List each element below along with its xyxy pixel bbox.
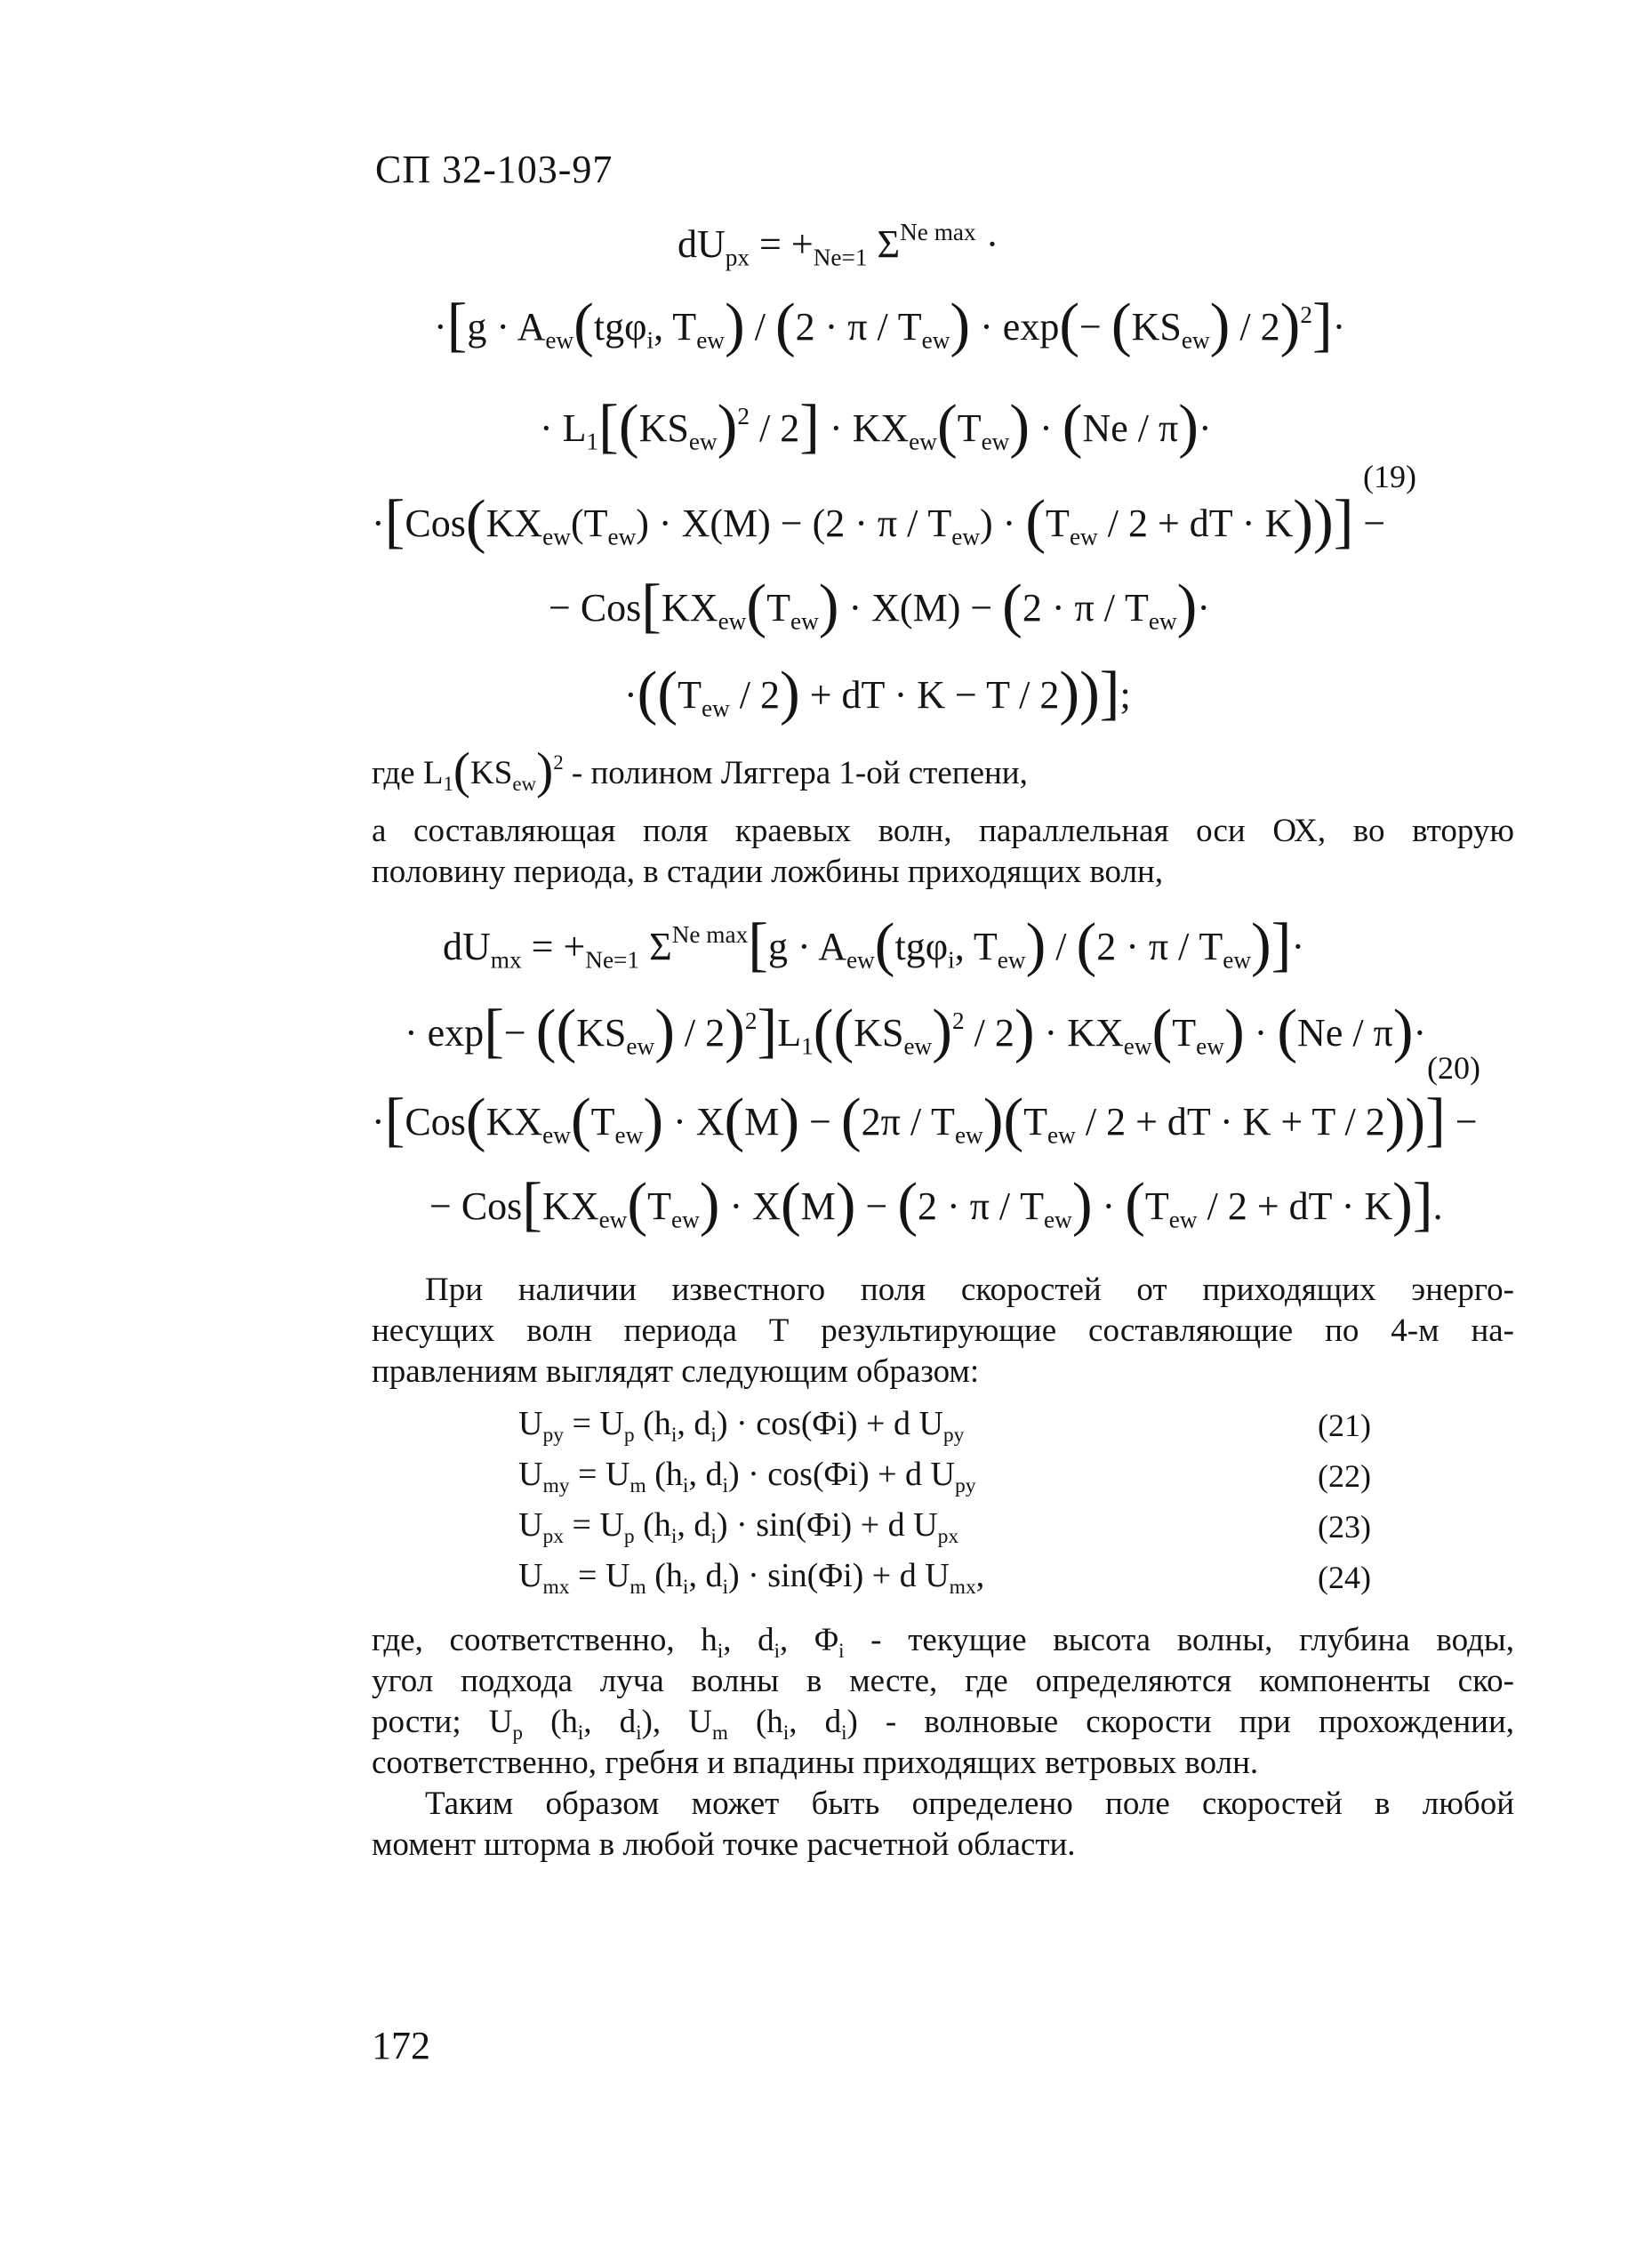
formula-19-line: $\cdot[g \cdot A_{ew}(tg\varphi_i$, $T_{ew}) / (2 \cdot \pi / T_{ew}) \cdot \exp(- (KS_{ew}) / 2)^2]\cdot$: [434, 290, 1346, 358]
formula-20-line: − $Cos[KX_{ew}(T_{ew}) \cdot X(M) - (2 \cdot \pi / T_{ew}) \cdot (T_{ew} / 2$ + dT · K)].: [429, 1169, 1443, 1238]
formula-number: (21): [1318, 1408, 1371, 1443]
velocity-formula: $U_{py} = U_p$ ($h_i$, $d_i) \cdot \cos(\Phi i) + d$ $U_{py}$: [518, 1405, 965, 1448]
paragraph-velocity-field: [372, 1270, 1514, 1392]
laguerre-definition: где $L_1(KS_{ew})^2$ - полином Ляггера 1-ой степени,: [372, 742, 1028, 799]
paragraph-definitions: [372, 1620, 1514, 1784]
text-line: Таким образом может быть определено поле скоростей в любой: [425, 1786, 1514, 1822]
paragraph-conclusion: [372, 1784, 1514, 1866]
formula-number: (22): [1318, 1458, 1371, 1494]
formula-number: (23): [1318, 1509, 1371, 1545]
formula-19-line: $dU_{px} = +_{Ne=1}$ $\Sigma^{Ne max}$ ·: [678, 218, 999, 271]
text-line: а составляющая поля краевых волн, параллельная оси ОХ, во вторую: [372, 813, 1514, 849]
text-line: соответственно, гребня и впадины приходящих ветровых волн.: [372, 1745, 1259, 1781]
formula-19-number: (19): [1363, 459, 1416, 494]
formula-20-line: $dU_{mx} = +_{Ne=1}$ $\Sigma^{Ne max}[g \cdot A_{ew}(tg\varphi_i$, $T_{ew}) / (2 \cdot \pi / T_{ew})]\cdot$: [443, 910, 1305, 978]
text-line: момент шторма в любой точке расчетной области.: [372, 1826, 1076, 1863]
formula-19-line: − $Cos[KX_{ew}(T_{ew}) \cdot X(M) - (2 \cdot \pi / T_{ew})\cdot$: [549, 571, 1211, 639]
page-number: 172: [372, 2024, 430, 2067]
formula-19-line: $\cdot((T_{ew} / 2)$ + dT · K − T / 2))];: [624, 658, 1131, 726]
velocity-formula: $U_{mx} = U_m$ ($h_i$, $d_i) \cdot \sin(\Phi i) + d$ $U_{mx}$,: [518, 1557, 985, 1600]
text-line: рости; $U_p$ ($h_i$, $d_i$), $U_m$ ($h_i$, $d_i$) - волновые скорости при прохождении,: [372, 1704, 1515, 1745]
formula-19-line: $\cdot[Cos(KX_{ew}(T_{ew}) \cdot X(M) - (2 \cdot \pi / T_{ew}) \cdot (T_{ew} / 2$ + dT · K))] −: [372, 486, 1386, 555]
formula-20-line: $\cdot[Cos(KX_{ew}(T_{ew}) \cdot X(M) - (2\pi / T_{ew})(T_{ew} / 2$ + dT · K + T / 2))] −: [372, 1085, 1478, 1153]
text-line: половину периода, в стадии ложбины приходящих волн,: [372, 854, 1164, 890]
text-line: При наличии известного поля скоростей от приходящих энерго-: [425, 1272, 1514, 1308]
text-line: правлениям выглядят следующим образом:: [372, 1353, 980, 1390]
velocity-formula: $U_{my} = U_m$ ($h_i$, $d_i) \cdot \cos(\Phi i) + d$ $U_{py}$: [518, 1456, 976, 1498]
formula-19-line: · $L_1[(KS_{ew})^2 / 2] \cdot KX_{ew}(T_{ew}) \cdot (Ne / \pi)\cdot$: [540, 391, 1212, 460]
velocity-formula: $U_{px} = U_p$ ($h_i$, $d_i) \cdot \sin(\Phi i) + d$ $U_{px}$: [518, 1506, 959, 1549]
document-code: СП 32-103-97: [375, 148, 613, 191]
formula-number: (24): [1318, 1560, 1371, 1595]
text-line: угол подхода луча волны в месте, где определяются компоненты ско-: [372, 1663, 1514, 1699]
text-line: несущих волн периода Т результирующие составляющие по 4-м на-: [372, 1312, 1514, 1349]
formula-20-line: · $\exp[- ((KS_{ew}) / 2)^2]L_1((KS_{ew})^2 / 2) \cdot KX_{ew}(T_{ew}) \cdot (Ne / \pi)\cdot$: [405, 996, 1427, 1064]
paragraph-edge-waves: [372, 811, 1514, 893]
text-line: где, соответственно, $h_i$, $d_i$, $\Phi_i$ - текущие высота волны, глубина воды,: [372, 1622, 1515, 1663]
formula-20-number: (20): [1427, 1050, 1480, 1086]
